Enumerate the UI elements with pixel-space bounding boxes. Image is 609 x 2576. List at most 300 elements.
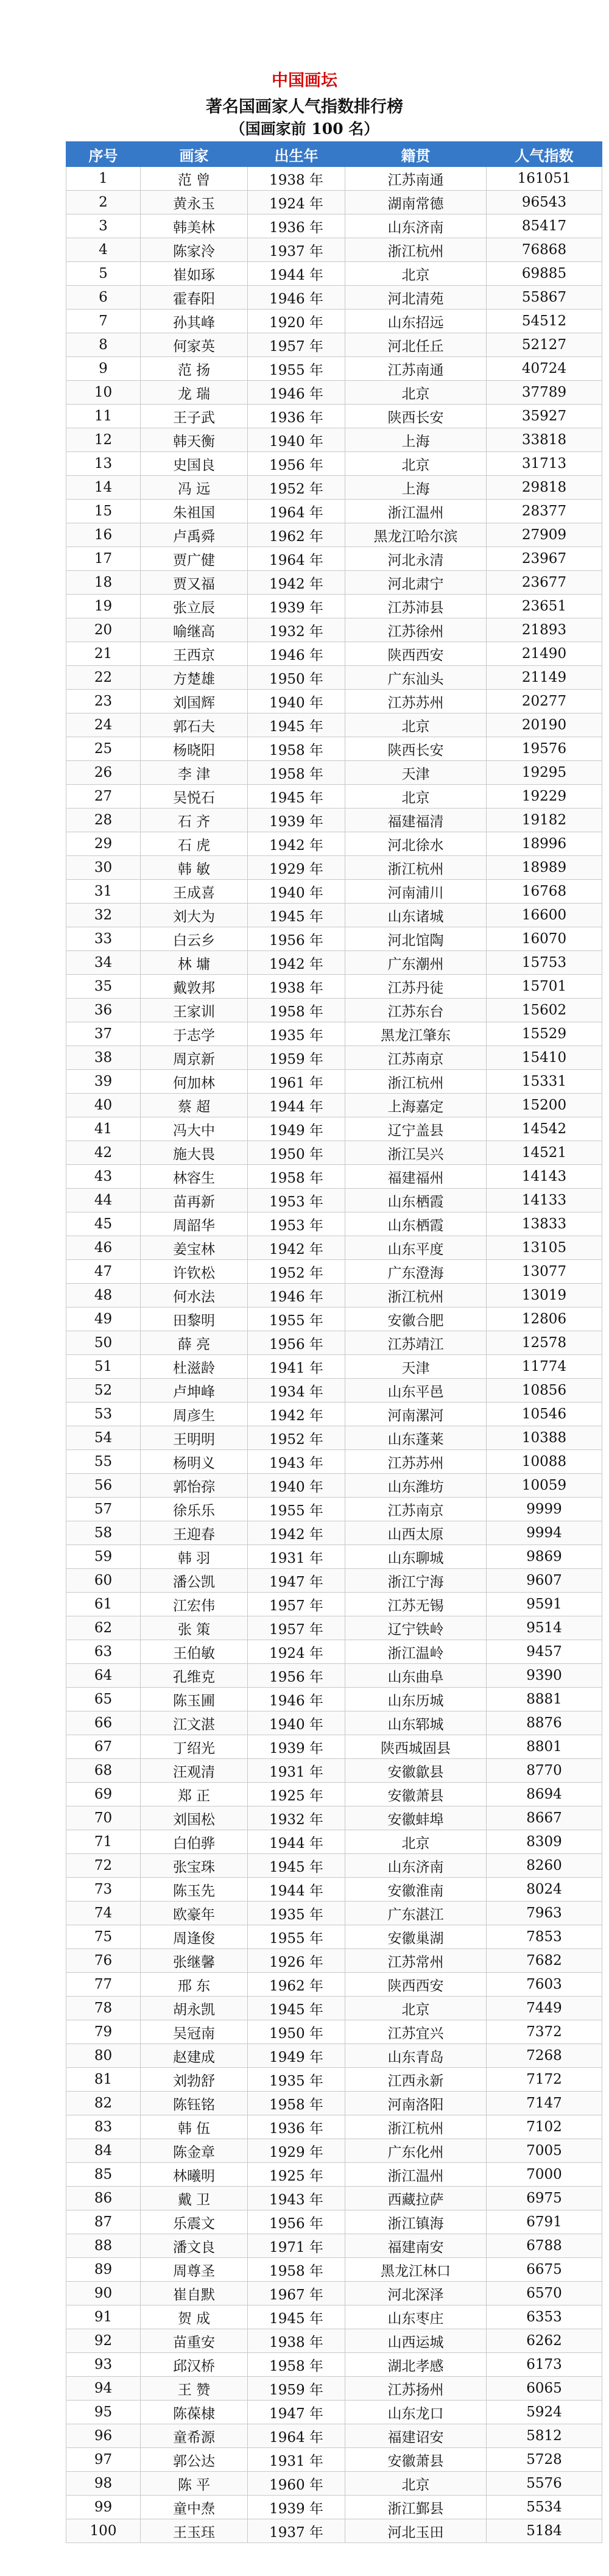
hometown-cell: 河南漯河 (345, 1403, 487, 1426)
table-row (66, 1189, 602, 1212)
rank-cell: 78 (66, 1997, 141, 2020)
popularity-index-cell: 9999 (487, 1498, 602, 1521)
table-row (66, 500, 602, 523)
birth-year-cell: 1967 年 (248, 2282, 345, 2305)
birth-year-cell: 1945 年 (248, 1997, 345, 2020)
popularity-index-cell: 13019 (487, 1284, 602, 1307)
table-row (66, 1450, 602, 1474)
table-row (66, 2068, 602, 2092)
rank-cell: 34 (66, 951, 141, 975)
popularity-index-cell: 23677 (487, 571, 602, 595)
rank-cell: 29 (66, 832, 141, 856)
popularity-index-cell: 8876 (487, 1711, 602, 1735)
popularity-index-cell: 20190 (487, 713, 602, 737)
painter-name-cell: 姜宝林 (141, 1236, 248, 1260)
birth-year-cell: 1924 年 (248, 191, 345, 214)
birth-year-cell: 1929 年 (248, 2139, 345, 2163)
table-row (66, 191, 602, 214)
hometown-cell: 山东栖霞 (345, 1189, 487, 1212)
popularity-index-cell: 14143 (487, 1165, 602, 1189)
popularity-index-cell: 18996 (487, 832, 602, 856)
birth-year-cell: 1940 年 (248, 690, 345, 713)
popularity-index-cell: 23967 (487, 547, 602, 571)
popularity-index-cell: 9591 (487, 1593, 602, 1616)
popularity-index-cell: 19229 (487, 785, 602, 809)
popularity-index-cell: 52127 (487, 333, 602, 357)
hometown-cell: 黑龙江肇东 (345, 1022, 487, 1046)
hometown-cell: 黑龙江林口 (345, 2258, 487, 2282)
rank-cell: 33 (66, 927, 141, 951)
popularity-index-cell: 7268 (487, 2044, 602, 2068)
hometown-cell: 北京 (345, 1830, 487, 1854)
birth-year-cell: 1929 年 (248, 856, 345, 880)
rank-cell: 30 (66, 856, 141, 880)
hometown-cell: 江西永新 (345, 2068, 487, 2092)
popularity-index-cell: 27909 (487, 523, 602, 547)
painter-name-cell: 何水法 (141, 1284, 248, 1307)
table-row (66, 2210, 602, 2234)
table-row (66, 1498, 602, 1521)
painter-name-cell: 王子武 (141, 405, 248, 428)
birth-year-cell: 1950 年 (248, 1141, 345, 1165)
hometown-cell: 河北徐水 (345, 832, 487, 856)
hometown-cell: 山东历城 (345, 1688, 487, 1711)
hometown-cell: 北京 (345, 713, 487, 737)
hometown-cell: 福建福清 (345, 809, 487, 832)
hometown-cell: 江苏靖江 (345, 1331, 487, 1355)
table-row (66, 2305, 602, 2329)
birth-year-cell: 1959 年 (248, 2377, 345, 2401)
rank-cell: 21 (66, 642, 141, 666)
rank-cell: 46 (66, 1236, 141, 1260)
birth-year-cell: 1957 年 (248, 1616, 345, 1640)
popularity-index-cell: 12806 (487, 1307, 602, 1331)
rank-cell: 15 (66, 500, 141, 523)
rank-cell: 82 (66, 2092, 141, 2115)
table-row (66, 904, 602, 927)
painter-name-cell: 杨明义 (141, 1450, 248, 1474)
birth-year-cell: 1958 年 (248, 2092, 345, 2115)
painter-name-cell: 薛 亮 (141, 1331, 248, 1355)
popularity-index-cell: 7372 (487, 2020, 602, 2044)
popularity-index-cell: 29818 (487, 476, 602, 500)
hometown-cell: 河北清苑 (345, 286, 487, 310)
rank-cell: 75 (66, 1925, 141, 1949)
popularity-index-cell: 69885 (487, 262, 602, 286)
popularity-index-cell: 13105 (487, 1236, 602, 1260)
table-row (66, 690, 602, 713)
table-row (66, 1403, 602, 1426)
birth-year-cell: 1949 年 (248, 2044, 345, 2068)
painter-name-cell: 苗再新 (141, 1189, 248, 1212)
rank-cell: 97 (66, 2448, 141, 2472)
table-row (66, 713, 602, 737)
popularity-index-cell: 7005 (487, 2139, 602, 2163)
table-row (66, 1545, 602, 1569)
hometown-cell: 山东潍坊 (345, 1474, 487, 1498)
rank-cell: 26 (66, 761, 141, 785)
rank-cell: 6 (66, 286, 141, 310)
popularity-index-cell: 10388 (487, 1426, 602, 1450)
birth-year-cell: 1971 年 (248, 2234, 345, 2258)
rank-cell: 61 (66, 1593, 141, 1616)
birth-year-cell: 1926 年 (248, 1949, 345, 1973)
hometown-cell: 山西太原 (345, 1521, 487, 1545)
table-row (66, 927, 602, 951)
table-row (66, 1260, 602, 1284)
hometown-cell: 山西运城 (345, 2329, 487, 2353)
rank-cell: 3 (66, 214, 141, 238)
rank-cell: 92 (66, 2329, 141, 2353)
birth-year-cell: 1920 年 (248, 310, 345, 333)
table-row (66, 310, 602, 333)
hometown-cell: 安徽巢湖 (345, 1925, 487, 1949)
popularity-index-cell: 8801 (487, 1735, 602, 1759)
popularity-index-cell: 6570 (487, 2282, 602, 2305)
popularity-index-cell: 9390 (487, 1664, 602, 1688)
popularity-index-cell: 7853 (487, 1925, 602, 1949)
rank-cell: 37 (66, 1022, 141, 1046)
rank-cell: 47 (66, 1260, 141, 1284)
painter-name-cell: 徐乐乐 (141, 1498, 248, 1521)
popularity-index-cell: 28377 (487, 500, 602, 523)
birth-year-cell: 1958 年 (248, 2353, 345, 2377)
rank-cell: 45 (66, 1212, 141, 1236)
rank-cell: 76 (66, 1949, 141, 1973)
hometown-cell: 浙江宁海 (345, 1569, 487, 1593)
birth-year-cell: 1939 年 (248, 2496, 345, 2519)
table-row (66, 1997, 602, 2020)
hometown-cell: 浙江杭州 (345, 238, 487, 262)
rank-cell: 35 (66, 975, 141, 999)
hometown-cell: 江苏宜兴 (345, 2020, 487, 2044)
birth-year-cell: 1944 年 (248, 262, 345, 286)
popularity-index-cell: 10088 (487, 1450, 602, 1474)
birth-year-cell: 1938 年 (248, 2329, 345, 2353)
popularity-index-cell: 18989 (487, 856, 602, 880)
rank-cell: 5 (66, 262, 141, 286)
rank-cell: 58 (66, 1521, 141, 1545)
popularity-index-cell: 16070 (487, 927, 602, 951)
painter-name-cell: 周彦生 (141, 1403, 248, 1426)
birth-year-cell: 1955 年 (248, 1925, 345, 1949)
rank-cell: 39 (66, 1070, 141, 1094)
popularity-index-cell: 15331 (487, 1070, 602, 1094)
painter-name-cell: 戴敦邦 (141, 975, 248, 999)
rank-cell: 69 (66, 1783, 141, 1806)
popularity-index-cell: 15602 (487, 999, 602, 1022)
birth-year-cell: 1937 年 (248, 2519, 345, 2543)
painter-name-cell: 何家英 (141, 333, 248, 357)
popularity-index-cell: 9514 (487, 1616, 602, 1640)
popularity-index-cell: 9607 (487, 1569, 602, 1593)
rank-cell: 95 (66, 2401, 141, 2424)
table-row (66, 262, 602, 286)
birth-year-cell: 1964 年 (248, 500, 345, 523)
rank-cell: 4 (66, 238, 141, 262)
rank-cell: 62 (66, 1616, 141, 1640)
rank-cell: 86 (66, 2187, 141, 2210)
painter-name-cell: 胡永凯 (141, 1997, 248, 2020)
painter-name-cell: 贺 成 (141, 2305, 248, 2329)
hometown-cell: 福建诏安 (345, 2424, 487, 2448)
painter-name-cell: 潘公凯 (141, 1569, 248, 1593)
table-row (66, 1284, 602, 1307)
painter-name-cell: 方楚雄 (141, 666, 248, 690)
table-header-row (66, 142, 602, 167)
table-row (66, 809, 602, 832)
hometown-cell: 河北馆陶 (345, 927, 487, 951)
rank-cell: 67 (66, 1735, 141, 1759)
birth-year-cell: 1935 年 (248, 1022, 345, 1046)
rank-cell: 2 (66, 191, 141, 214)
painter-name-cell: 龙 瑞 (141, 381, 248, 405)
rank-cell: 66 (66, 1711, 141, 1735)
hometown-cell: 山东诸城 (345, 904, 487, 927)
painter-name-cell: 于志学 (141, 1022, 248, 1046)
birth-year-cell: 1931 年 (248, 1545, 345, 1569)
hometown-cell: 山东枣庄 (345, 2305, 487, 2329)
birth-year-cell: 1962 年 (248, 1973, 345, 1997)
rank-cell: 48 (66, 1284, 141, 1307)
table-row (66, 1902, 602, 1925)
painter-name-cell: 白云乡 (141, 927, 248, 951)
rank-cell: 96 (66, 2424, 141, 2448)
birth-year-cell: 1946 年 (248, 1284, 345, 1307)
hometown-cell: 广东化州 (345, 2139, 487, 2163)
table-row (66, 333, 602, 357)
table-row (66, 2187, 602, 2210)
rank-cell: 83 (66, 2115, 141, 2139)
painter-name-cell: 李 津 (141, 761, 248, 785)
painter-name-cell: 周逢俊 (141, 1925, 248, 1949)
column-header-hometown: 籍贯 (345, 142, 487, 167)
popularity-index-cell: 13077 (487, 1260, 602, 1284)
hometown-cell: 安徽歙县 (345, 1759, 487, 1783)
rank-cell: 31 (66, 880, 141, 904)
painter-name-cell: 周尊圣 (141, 2258, 248, 2282)
page-subtitle: （国画家前 100 名） (230, 120, 379, 138)
hometown-cell: 福建南安 (345, 2234, 487, 2258)
rank-cell: 19 (66, 595, 141, 618)
birth-year-cell: 1945 年 (248, 904, 345, 927)
hometown-cell: 陕西城固县 (345, 1735, 487, 1759)
hometown-cell: 黑龙江哈尔滨 (345, 523, 487, 547)
birth-year-cell: 1945 年 (248, 2305, 345, 2329)
painter-name-cell: 刘大为 (141, 904, 248, 927)
birth-year-cell: 1925 年 (248, 2163, 345, 2187)
hometown-cell: 上海 (345, 428, 487, 452)
popularity-index-cell: 5728 (487, 2448, 602, 2472)
painter-name-cell: 刘国松 (141, 1806, 248, 1830)
birth-year-cell: 1952 年 (248, 476, 345, 500)
rank-cell: 50 (66, 1331, 141, 1355)
rank-cell: 10 (66, 381, 141, 405)
painter-name-cell: 郭怡孮 (141, 1474, 248, 1498)
popularity-index-cell: 10059 (487, 1474, 602, 1498)
painter-name-cell: 施大畏 (141, 1141, 248, 1165)
painter-name-cell: 刘勃舒 (141, 2068, 248, 2092)
hometown-cell: 江苏南通 (345, 167, 487, 191)
rank-cell: 22 (66, 666, 141, 690)
table-row (66, 2519, 602, 2543)
hometown-cell: 山东招远 (345, 310, 487, 333)
painter-name-cell: 潘文良 (141, 2234, 248, 2258)
birth-year-cell: 1964 年 (248, 2424, 345, 2448)
column-header-painter: 画家 (141, 142, 248, 167)
hometown-cell: 河南浦川 (345, 880, 487, 904)
painter-name-cell: 周韶华 (141, 1212, 248, 1236)
painter-name-cell: 郑 正 (141, 1783, 248, 1806)
table-row (66, 547, 602, 571)
painter-name-cell: 陈家泠 (141, 238, 248, 262)
popularity-index-cell: 31713 (487, 452, 602, 476)
painter-name-cell: 王明明 (141, 1426, 248, 1450)
popularity-index-cell: 11774 (487, 1355, 602, 1379)
painter-name-cell: 张 策 (141, 1616, 248, 1640)
painter-name-cell: 石 齐 (141, 809, 248, 832)
painter-name-cell: 江宏伟 (141, 1593, 248, 1616)
rank-cell: 25 (66, 737, 141, 761)
hometown-cell: 浙江杭州 (345, 1284, 487, 1307)
hometown-cell: 山东济南 (345, 1854, 487, 1878)
painter-name-cell: 刘国辉 (141, 690, 248, 713)
hometown-cell: 江苏苏州 (345, 690, 487, 713)
birth-year-cell: 1947 年 (248, 2401, 345, 2424)
painter-name-cell: 卢禹舜 (141, 523, 248, 547)
rank-cell: 74 (66, 1902, 141, 1925)
painter-name-cell: 王迎春 (141, 1521, 248, 1545)
rank-cell: 80 (66, 2044, 141, 2068)
hometown-cell: 福建福州 (345, 1165, 487, 1189)
rank-cell: 89 (66, 2258, 141, 2282)
popularity-index-cell: 55867 (487, 286, 602, 310)
rank-cell: 40 (66, 1094, 141, 1117)
painter-name-cell: 田黎明 (141, 1307, 248, 1331)
rank-cell: 87 (66, 2210, 141, 2234)
painter-name-cell: 邱汉桥 (141, 2353, 248, 2377)
popularity-index-cell: 15701 (487, 975, 602, 999)
popularity-index-cell: 15753 (487, 951, 602, 975)
birth-year-cell: 1940 年 (248, 1474, 345, 1498)
birth-year-cell: 1937 年 (248, 238, 345, 262)
rank-cell: 90 (66, 2282, 141, 2305)
table-row (66, 618, 602, 642)
popularity-index-cell: 9994 (487, 1521, 602, 1545)
popularity-index-cell: 8260 (487, 1854, 602, 1878)
hometown-cell: 江苏扬州 (345, 2377, 487, 2401)
hometown-cell: 江苏南通 (345, 357, 487, 381)
hometown-cell: 浙江杭州 (345, 1070, 487, 1094)
hometown-cell: 江苏常州 (345, 1949, 487, 1973)
popularity-index-cell: 8694 (487, 1783, 602, 1806)
rank-cell: 99 (66, 2496, 141, 2519)
rank-cell: 44 (66, 1189, 141, 1212)
popularity-index-cell: 85417 (487, 214, 602, 238)
rank-cell: 13 (66, 452, 141, 476)
birth-year-cell: 1959 年 (248, 1046, 345, 1070)
hometown-cell: 山东龙口 (345, 2401, 487, 2424)
hometown-cell: 北京 (345, 785, 487, 809)
birth-year-cell: 1947 年 (248, 1569, 345, 1593)
popularity-index-cell: 6975 (487, 2187, 602, 2210)
hometown-cell: 河北深泽 (345, 2282, 487, 2305)
table-row (66, 2020, 602, 2044)
popularity-index-cell: 21490 (487, 642, 602, 666)
hometown-cell: 广东汕头 (345, 666, 487, 690)
birth-year-cell: 1957 年 (248, 1593, 345, 1616)
painter-name-cell: 江文湛 (141, 1711, 248, 1735)
birth-year-cell: 1956 年 (248, 2210, 345, 2234)
rank-cell: 14 (66, 476, 141, 500)
rank-cell: 24 (66, 713, 141, 737)
hometown-cell: 山东平度 (345, 1236, 487, 1260)
birth-year-cell: 1939 年 (248, 809, 345, 832)
hometown-cell: 山东曲阜 (345, 1664, 487, 1688)
rank-cell: 73 (66, 1878, 141, 1902)
hometown-cell: 江苏南京 (345, 1498, 487, 1521)
painter-name-cell: 陈 平 (141, 2472, 248, 2496)
table-row (66, 1070, 602, 1094)
birth-year-cell: 1958 年 (248, 761, 345, 785)
birth-year-cell: 1953 年 (248, 1189, 345, 1212)
table-row (66, 1640, 602, 1664)
hometown-cell: 浙江杭州 (345, 856, 487, 880)
birth-year-cell: 1939 年 (248, 595, 345, 618)
birth-year-cell: 1934 年 (248, 1379, 345, 1403)
table-row (66, 975, 602, 999)
birth-year-cell: 1925 年 (248, 1783, 345, 1806)
popularity-index-cell: 15529 (487, 1022, 602, 1046)
painter-name-cell: 戴 卫 (141, 2187, 248, 2210)
hometown-cell: 江苏无锡 (345, 1593, 487, 1616)
birth-year-cell: 1945 年 (248, 1854, 345, 1878)
painter-name-cell: 乐震文 (141, 2210, 248, 2234)
popularity-index-cell: 15410 (487, 1046, 602, 1070)
rank-cell: 56 (66, 1474, 141, 1498)
popularity-index-cell: 54512 (487, 310, 602, 333)
popularity-index-cell: 12578 (487, 1331, 602, 1355)
hometown-cell: 浙江温岭 (345, 1640, 487, 1664)
painter-name-cell: 吴冠南 (141, 2020, 248, 2044)
table-row (66, 2448, 602, 2472)
painter-name-cell: 冯 远 (141, 476, 248, 500)
table-row (66, 1925, 602, 1949)
hometown-cell: 上海嘉定 (345, 1094, 487, 1117)
birth-year-cell: 1940 年 (248, 428, 345, 452)
hometown-cell: 北京 (345, 1997, 487, 2020)
painter-name-cell: 韩 羽 (141, 1545, 248, 1569)
birth-year-cell: 1964 年 (248, 547, 345, 571)
hometown-cell: 湖北孝感 (345, 2353, 487, 2377)
rank-cell: 60 (66, 1569, 141, 1593)
painter-name-cell: 崔如琢 (141, 262, 248, 286)
table-row (66, 1307, 602, 1331)
ranking-table-body (66, 167, 602, 2543)
popularity-index-cell: 20277 (487, 690, 602, 713)
rank-cell: 88 (66, 2234, 141, 2258)
popularity-index-cell: 7172 (487, 2068, 602, 2092)
rank-cell: 27 (66, 785, 141, 809)
table-row (66, 1426, 602, 1450)
column-header-popularity: 人气指数 (487, 142, 602, 167)
rank-cell: 16 (66, 523, 141, 547)
popularity-index-cell: 6788 (487, 2234, 602, 2258)
hometown-cell: 广东潮州 (345, 951, 487, 975)
table-row (66, 2424, 602, 2448)
rank-cell: 84 (66, 2139, 141, 2163)
table-row (66, 1569, 602, 1593)
